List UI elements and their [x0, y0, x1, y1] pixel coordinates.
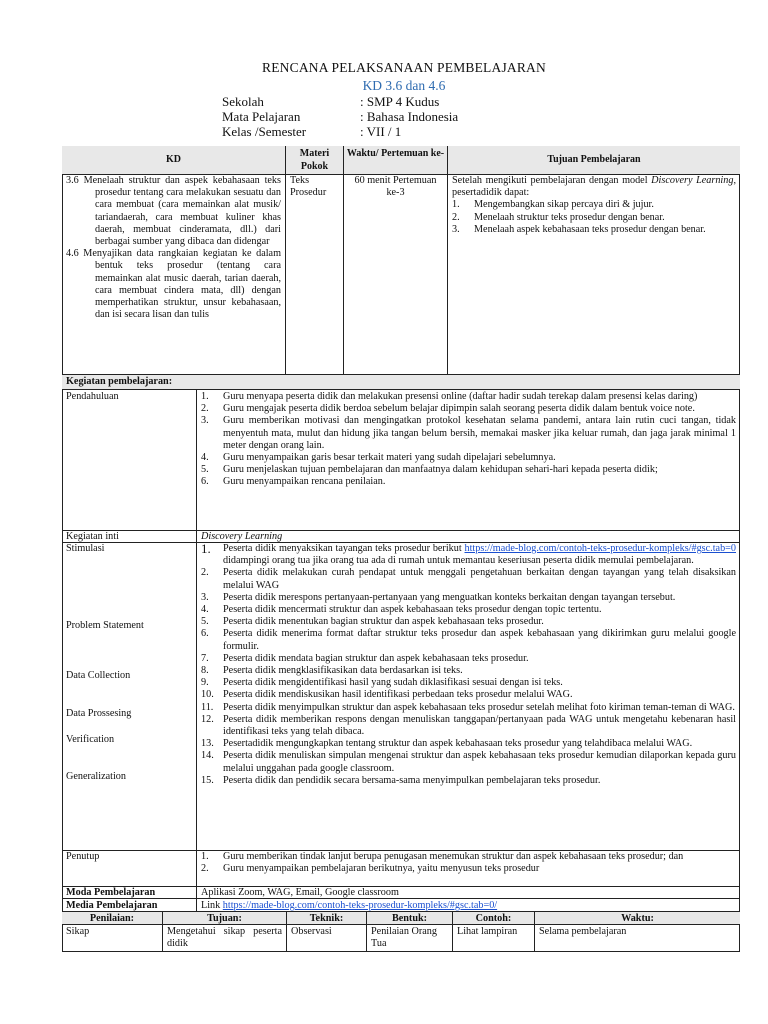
- inti-item: [201, 653, 736, 665]
- pendahuluan-list: [201, 391, 736, 489]
- inti-item-1-end: didampingi orang tua jika orang tua ada di rumah untuk memantau keseriusan peserta didik memulai pembelajaran.: [223, 555, 694, 567]
- media-value: [196, 898, 740, 911]
- pendahuluan-item: [201, 464, 736, 476]
- penutup-list: [201, 851, 736, 875]
- media-link[interactable]: https://made-blog.com/contoh-teks-prosedur-kompleks/#gsc.tab=0/: [222, 900, 498, 911]
- inti-item: [201, 616, 736, 628]
- penutup-label: Penutup: [62, 850, 196, 886]
- teknik-header: Teknik:: [286, 911, 366, 924]
- contoh-value: Lihat lampiran: [452, 924, 534, 952]
- pendahuluan-item-number: 3.: [201, 415, 209, 427]
- bentuk-value: Penilaian Orang Tua: [366, 924, 452, 952]
- pendahuluan-item-text: Guru menyampaikan rencana penilaian.: [223, 476, 386, 488]
- inti-label: Kegiatan inti: [62, 530, 196, 542]
- waktu-header: Waktu:: [534, 911, 740, 924]
- contoh-header: Contoh:: [452, 911, 534, 924]
- inti-item-number: 13.: [201, 738, 214, 750]
- pendahuluan-item-text: Guru menyampaikan garis besar terkait materi yang sudah dipelajari sebelumnya.: [223, 452, 556, 464]
- inti-item: [201, 677, 736, 689]
- inti-item: [201, 592, 736, 604]
- inti-item-text: Peserta didik menentukan bagian struktur dan aspek kebahasaan teks prosedur.: [223, 616, 544, 628]
- penutup-item-number: 1.: [201, 851, 209, 862]
- pendahuluan-item: [201, 391, 736, 403]
- tujuan-item-text: Menelaah struktur teks prosedur dengan benar.: [474, 211, 665, 223]
- pendahuluan-item-number: 4.: [201, 452, 209, 464]
- col-header-tujuan: Tujuan Pembelajaran: [447, 146, 740, 174]
- inti-item-1: 1. Peserta didik menyaksikan tayangan teks prosedur berikut https://made-blog.com/contoh-teks-prosedur-kompleks/#gsc.tab=0 didampingi orang tua jika orang tua ada di rumah untuk memantau keseriusan peserta didik memulai pembelajaran.: [201, 542, 736, 567]
- tujuan-item-number: 3.: [452, 223, 460, 235]
- moda-value: Aplikasi Zoom, WAG, Email, Google classroom: [196, 886, 740, 898]
- inti-item-number: 11.: [201, 701, 214, 713]
- pendahuluan-item-number: 2.: [201, 403, 209, 415]
- pendahuluan-item: [201, 415, 736, 452]
- waktu-value: Selama pembelajaran: [534, 924, 740, 952]
- pendahuluan-item-text: Guru mengajak peserta didik berdoa sebelum belajar dipimpin salah seorang peserta didik dalam bentuk voice note.: [223, 403, 695, 415]
- penutup-item-text: Guru menyampaikan pembelajaran berikutnya, yaitu menyusun teks prosedur: [223, 863, 540, 875]
- pendahuluan-item-number: 5.: [201, 464, 209, 476]
- document-title: RENCANA PELAKSANAAN PEMBELAJARAN: [262, 60, 546, 75]
- inti-item: [201, 750, 736, 774]
- kd-3-6: 3.6 Menelaah struktur dan aspek kebahasaan teks prosedur tentang cara melakukan sesuatu dan cara membuat (cara memainkan alat musik/ tariandaerah, cara membuat kuliner khas daerah, membuat cinderamata, dll.) dari berbagai sumber yang dibaca dan didengar: [66, 175, 281, 248]
- inti-item-number: 5.: [201, 616, 209, 628]
- media-prefix: Link: [201, 900, 223, 911]
- moda-label: Moda Pembelajaran: [62, 886, 196, 898]
- kd-4-6: 4.6 Menyajikan data rangkaian kegiatan ke dalam bentuk teks prosedur (tentang cara memainkan alat music daerah, tarian daerah, cara membuat cindera mata, dll) dengan memperhatikan struktur, unsur kebahasaan, dan isi secara lisan dan tulis: [66, 248, 281, 321]
- inti-item-number: 9.: [201, 677, 209, 689]
- phase-column: [62, 542, 196, 850]
- inti-item: [201, 775, 736, 787]
- pendahuluan-item-number: 6.: [201, 476, 209, 488]
- tujuan-item: [452, 212, 736, 224]
- inti-item-text: Pesertadidik mengungkapkan tentang struktur dan aspek kebahasaan teks prosedur yang telahdibaca melalui WAG.: [223, 738, 693, 750]
- inti-item-number: 6.: [201, 628, 209, 640]
- materi-cell: Teks Prosedur: [285, 174, 343, 374]
- info-label: Sekolah: [222, 94, 264, 109]
- pendahuluan-label: Pendahuluan: [62, 389, 196, 530]
- col-header-materi: Materi Pokok: [285, 146, 343, 174]
- phase-problem-statement: Problem Statement: [66, 620, 144, 631]
- penutup-cell: [196, 850, 740, 886]
- inti-item: [201, 738, 736, 750]
- pendahuluan-item-text: Guru menyapa peserta didik dan melakukan presensi online (daftar hadir sudah terekap dalam presensi kelas daring): [223, 391, 698, 402]
- media-label: Media Pembelajaran: [62, 898, 196, 911]
- teknik-value: Observasi: [286, 924, 366, 952]
- inti-item: [201, 604, 736, 616]
- pendahuluan-item: [201, 403, 736, 415]
- inti-item-1-text: Peserta didik menyaksikan tayangan teks prosedur berikut: [223, 543, 465, 554]
- info-row-kelas: [222, 124, 458, 139]
- tujuan-intro-end: , pesertadidik dapat:: [452, 175, 736, 199]
- tujuan-model: Discovery Learning: [651, 175, 734, 186]
- info-label: Kelas /Semester: [222, 124, 307, 139]
- inti-item-text: Peserta didik melakukan curah pendapat untuk menggali pengetahuan berkaitan dengan tayangan yang telah disaksikan melalui WAG: [223, 567, 736, 591]
- phase-data-collection: Data Collection: [66, 670, 131, 681]
- kegiatan-label: Kegiatan pembelajaran:: [62, 374, 740, 389]
- pendahuluan-item-text: Guru menjelaskan tujuan pembelajaran dan manfaatnya dalam kehidupan sehari-hari kepada peserta didik;: [223, 464, 658, 476]
- pendahuluan-item: [201, 452, 736, 464]
- inti-item-number: 14.: [201, 750, 214, 762]
- info-value: : SMP 4 Kudus: [360, 94, 440, 109]
- inti-model: Discovery Learning: [196, 530, 740, 542]
- penutup-item: [201, 863, 736, 875]
- info-label: Mata Pelajaran: [222, 109, 301, 124]
- penutup-item: [201, 851, 736, 863]
- inti-item-text: Peserta didik mengidentifikasi hasil yang sudah diklasifikasi sesuai dengan isi teks.: [223, 677, 563, 689]
- info-value: : VII / 1: [360, 124, 402, 139]
- info-row-mapel: [222, 109, 458, 124]
- inti-item-number: 2.: [201, 567, 209, 579]
- inti-item-text: Peserta didik mendata bagian struktur dan aspek kebahasaan teks prosedur.: [223, 652, 529, 664]
- inti-item-number: 7.: [201, 652, 209, 664]
- tujuan-intro: [452, 175, 736, 199]
- tayangan-link[interactable]: https://made-blog.com/contoh-teks-prosedur-kompleks/#gsc.tab=0: [464, 543, 736, 554]
- pendahuluan-cell: [196, 389, 740, 530]
- col-header-kd: KD: [62, 146, 285, 174]
- tujuan-item: [452, 224, 736, 236]
- inti-item-text: Peserta didik dan pendidik secara bersama-sama menyimpulkan pembelajaran teks prosedur.: [223, 774, 601, 786]
- penutup-item-number: 2.: [201, 863, 209, 875]
- kd-subtitle: KD 3.6 dan 4.6: [362, 78, 446, 93]
- tujuan-intro-text: Setelah mengikuti pembelajaran dengan model: [452, 175, 652, 186]
- inti-item: [201, 714, 736, 738]
- inti-item-text: Peserta didik mendiskusikan hasil identifikasi perbedaan teks prosedur melalui WAG.: [223, 689, 573, 701]
- school-info: [222, 94, 458, 139]
- phase-data-processing: Data Prossesing: [66, 708, 132, 719]
- pendahuluan-item: [201, 476, 736, 488]
- info-row-sekolah: [222, 94, 458, 109]
- col-header-waktu: Waktu/ Pertemuan ke-: [343, 146, 447, 174]
- phase-verification: Verification: [66, 734, 115, 745]
- inti-item: [201, 702, 736, 714]
- info-value: : Bahasa Indonesia: [360, 109, 459, 124]
- phase-generalization: Generalization: [66, 771, 126, 782]
- bentuk-header: Bentuk:: [366, 911, 452, 924]
- phase-stimulasi: Stimulasi: [66, 543, 105, 554]
- inti-item-text: Peserta didik merespons pertanyaan-pertanyaan yang menguatkan konteks berkaitan dengan tayangan tersebut.: [223, 591, 676, 603]
- inti-item-text: Peserta didik menyimpulkan struktur dan aspek kebahasaan teks prosedur setelah melihat foto kiriman teman-teman di WAG.: [223, 701, 735, 713]
- inti-item-text: Peserta didik menuliskan simpulan mengenai struktur dan aspek kebahasaan teks prosedur kemudian dilaporkan kepada guru melalui unggahan pada google classroom.: [223, 750, 736, 774]
- inti-item-text: Peserta didik mencermati struktur dan aspek kebahasaan teks prosedur dengan topic tertentu.: [223, 604, 602, 616]
- tujuan-header: Tujuan:: [162, 911, 286, 924]
- inti-item: [201, 665, 736, 677]
- inti-item: [201, 689, 736, 701]
- tujuan-item-number: 2.: [452, 211, 460, 223]
- penilaian-value: Sikap: [62, 924, 162, 952]
- inti-item: [201, 567, 736, 591]
- tujuan-item-text: Menelaah aspek kebahasaan teks prosedur dengan benar.: [474, 223, 706, 235]
- tujuan-item: [452, 199, 736, 211]
- pendahuluan-item-number: 1.: [201, 391, 209, 402]
- inti-item-number: 15.: [201, 774, 214, 786]
- waktu-cell: 60 menit Pertemuan ke-3: [343, 174, 447, 374]
- pendahuluan-item-text: Guru memberikan motivasi dan mengingatkan protokol kesehatan selama pandemi, antara lain rutin cuci tangan, tidak menyentuh mata, mulut dan hidung jika tangan belum bersih, memakai masker jika keluar rumah, dan jaga jarak minimal 1 meter dengan orang lain.: [223, 415, 736, 451]
- inti-item-text: Peserta didik memberikan respons dengan menuliskan tanggapan/pertanyaan pada WAG untuk mengetahu kebenaran hasil identifikasi teks yang telah dibaca.: [223, 713, 736, 738]
- inti-cell: [196, 542, 740, 850]
- inti-item-number: 8.: [201, 665, 209, 677]
- tujuan-value: Mengetahui sikap peserta didik: [162, 924, 286, 952]
- inti-item-number: 12.: [201, 713, 214, 725]
- inti-item-number: 3.: [201, 591, 209, 603]
- inti-item-number: 10.: [201, 689, 214, 701]
- inti-item-text: Peserta didik mengklasifikasikan data berdasarkan isi teks.: [223, 665, 463, 677]
- tujuan-item-text: Mengembangkan sikap percaya diri & jujur.: [474, 199, 654, 211]
- penilaian-header: Penilaian:: [62, 911, 162, 924]
- inti-item: [201, 628, 736, 652]
- inti-item-number: 4.: [201, 604, 209, 616]
- tujuan-item-number: 1.: [452, 199, 460, 211]
- kd-cell: [62, 174, 285, 374]
- penutup-item-text: Guru memberikan tindak lanjut berupa penugasan menemukan struktur dan aspek kebahasaan teks prosedur; dan: [223, 851, 684, 862]
- tujuan-list: [452, 199, 736, 236]
- inti-item-text: Peserta didik menerima format daftar struktur teks prosedur dan aspek kebahasaan yang dikirimkan guru melalui google formulir.: [223, 628, 736, 652]
- inti-list: [201, 567, 736, 787]
- tujuan-cell: [447, 174, 740, 374]
